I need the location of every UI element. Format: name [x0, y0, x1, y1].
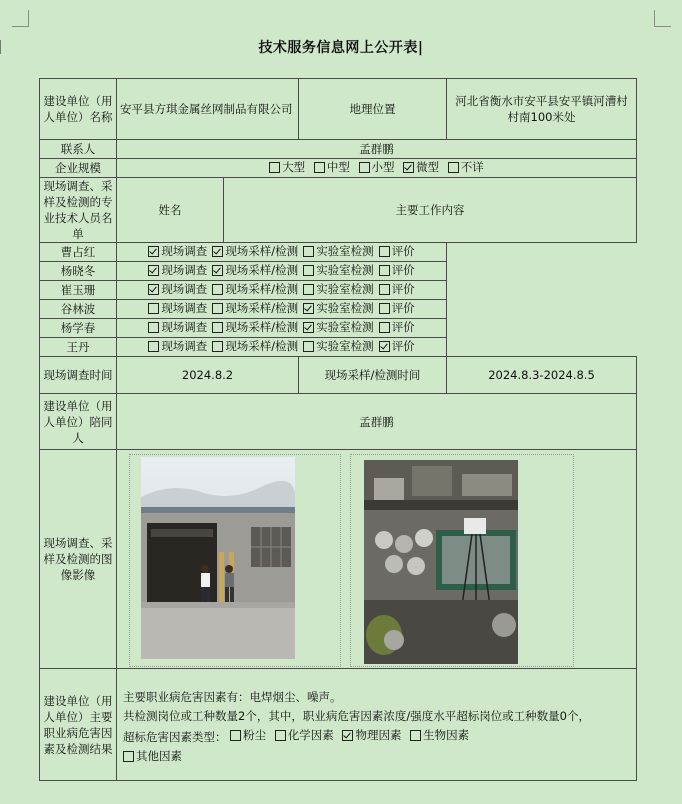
construction-unit-value[interactable]: 安平县方琪金属丝网制品有限公司 [117, 79, 299, 140]
checkbox-icon[interactable] [403, 162, 414, 173]
checkbox-icon[interactable] [269, 162, 280, 173]
scale-option[interactable]: 小型 [359, 159, 395, 175]
checkbox-icon[interactable] [303, 322, 314, 333]
checkbox-icon[interactable] [379, 322, 390, 333]
staff-work-options [117, 243, 447, 262]
work-option[interactable]: 评价 [379, 300, 415, 316]
sampling-time-value[interactable]: 2024.8.3-2024.8.5 [447, 357, 637, 394]
checkbox-icon[interactable] [212, 265, 223, 276]
staff-row [40, 281, 637, 300]
staff-work-options [117, 300, 447, 319]
checkbox-icon[interactable] [275, 730, 286, 741]
checkbox-icon[interactable] [212, 322, 223, 333]
staff-section-label: 现场调查、采样及检测的专业技术人员名单 [40, 178, 117, 243]
checkbox-icon[interactable] [148, 265, 159, 276]
site-photo-building [141, 457, 295, 659]
scale-option[interactable]: 中型 [314, 159, 350, 175]
companion-label: 建设单位（用人单位）陪同人 [40, 394, 117, 450]
staff-row [40, 262, 637, 281]
checkbox-icon[interactable] [448, 162, 459, 173]
hazard-type-option[interactable]: 生物因素 [410, 726, 469, 745]
work-option[interactable]: 评价 [379, 262, 415, 278]
work-option[interactable]: 现场调查 [148, 300, 207, 316]
name-header: 姓名 [117, 178, 224, 243]
checkbox-icon[interactable] [212, 341, 223, 352]
work-option[interactable]: 评价 [379, 281, 415, 297]
page-corner-mark-right [654, 10, 671, 27]
checkbox-icon[interactable] [379, 341, 390, 352]
contact-label: 联系人 [40, 140, 117, 159]
hazard-type-row [123, 726, 630, 747]
scale-option[interactable]: 微型 [403, 159, 439, 175]
staff-work-options [117, 281, 447, 300]
images-label: 现场调查、采样及检测的图像影像 [40, 450, 117, 669]
info-table [39, 78, 637, 781]
checkbox-icon[interactable] [379, 303, 390, 314]
work-option[interactable]: 现场采样/检测 [212, 281, 298, 297]
staff-name: 曹占红 [40, 243, 117, 262]
page-corner-mark-left [12, 10, 29, 27]
checkbox-icon[interactable] [212, 246, 223, 257]
survey-time-label: 现场调查时间 [40, 357, 117, 394]
work-option[interactable]: 现场调查 [148, 243, 207, 259]
checkbox-icon[interactable] [148, 246, 159, 257]
checkbox-icon[interactable] [123, 751, 134, 762]
staff-work-options [117, 319, 447, 338]
checkbox-icon[interactable] [303, 265, 314, 276]
contact-value[interactable]: 孟群鹏 [117, 140, 637, 159]
checkbox-icon[interactable] [148, 303, 159, 314]
staff-work-options [117, 262, 447, 281]
staff-row [40, 338, 637, 357]
staff-row [40, 300, 637, 319]
checkbox-icon[interactable] [148, 284, 159, 295]
staff-work-options [117, 338, 447, 357]
hazard-type-option[interactable]: 其他因素 [123, 747, 182, 766]
work-option[interactable]: 实验室检测 [303, 319, 374, 335]
workshop-photo-image [364, 460, 518, 664]
scale-option[interactable]: 大型 [269, 159, 305, 175]
staff-name: 杨学春 [40, 319, 117, 338]
work-option[interactable]: 评价 [379, 338, 415, 354]
work-option[interactable]: 现场调查 [148, 319, 207, 335]
checkbox-icon[interactable] [303, 303, 314, 314]
location-value[interactable]: 河北省衡水市安平县安平镇河漕村村南100米处 [447, 79, 637, 140]
staff-row [40, 243, 637, 262]
checkbox-icon[interactable] [303, 341, 314, 352]
work-option[interactable]: 现场调查 [148, 338, 207, 354]
hazard-label: 建设单位（用人单位）主要职业病危害因素及检测结果 [40, 669, 117, 781]
scale-label: 企业规模 [40, 159, 117, 178]
companion-value[interactable]: 孟群鹏 [117, 394, 637, 450]
checkbox-icon[interactable] [410, 730, 421, 741]
checkbox-icon[interactable] [379, 284, 390, 295]
survey-time-value[interactable]: 2024.8.2 [117, 357, 299, 394]
checkbox-icon[interactable] [148, 322, 159, 333]
checkbox-icon[interactable] [212, 303, 223, 314]
hazard-type-row-2 [123, 747, 630, 768]
staff-name: 崔玉珊 [40, 281, 117, 300]
work-option[interactable]: 实验室检测 [303, 300, 374, 316]
hazard-findings [117, 669, 637, 781]
checkbox-icon[interactable] [314, 162, 325, 173]
work-option[interactable]: 评价 [379, 319, 415, 335]
scale-options [117, 159, 637, 178]
images-cell [117, 450, 637, 669]
checkbox-icon[interactable] [303, 284, 314, 295]
work-option[interactable]: 实验室检测 [303, 262, 374, 278]
construction-unit-label: 建设单位（用人单位）名称 [40, 79, 117, 140]
building-photo-image [141, 457, 295, 659]
checkbox-icon[interactable] [303, 246, 314, 257]
scale-option[interactable]: 不详 [448, 159, 484, 175]
hazard-type-prefix: 超标危害因素类型： [123, 729, 227, 744]
work-option[interactable]: 现场采样/检测 [212, 338, 298, 354]
hazard-station-count: 共检测岗位或工种数量2个，其中，职业病危害因素浓度/强度水平超标岗位或工种数量0个， [123, 708, 591, 723]
hazard-type-option[interactable]: 化学因素 [275, 726, 334, 745]
work-option[interactable]: 现场调查 [148, 262, 207, 278]
work-option[interactable]: 实验室检测 [303, 243, 374, 259]
hazard-type-option[interactable]: 物理因素 [342, 726, 401, 745]
work-option[interactable]: 现场采样/检测 [212, 319, 298, 335]
location-label: 地理位置 [299, 79, 447, 140]
work-option[interactable]: 评价 [379, 243, 415, 259]
work-option[interactable]: 实验室检测 [303, 281, 374, 297]
checkbox-icon[interactable] [230, 730, 241, 741]
hazard-main-factors: 主要职业病危害因素有：电焊烟尘、噪声。 [123, 689, 342, 704]
work-option[interactable]: 现场调查 [148, 281, 207, 297]
checkbox-icon[interactable] [148, 341, 159, 352]
checkbox-icon[interactable] [212, 284, 223, 295]
work-option[interactable]: 现场采样/检测 [212, 243, 298, 259]
work-header: 主要工作内容 [224, 178, 637, 243]
work-option[interactable]: 实验室检测 [303, 338, 374, 354]
staff-row [40, 319, 637, 338]
staff-name: 杨晓冬 [40, 262, 117, 281]
work-option[interactable]: 现场采样/检测 [212, 300, 298, 316]
staff-name: 王丹 [40, 338, 117, 357]
checkbox-icon[interactable] [379, 246, 390, 257]
staff-name: 谷林波 [40, 300, 117, 319]
sampling-time-label: 现场采样/检测时间 [299, 357, 447, 394]
hazard-type-option[interactable]: 粉尘 [230, 726, 266, 745]
document-title: 技术服务信息网上公开表| [258, 40, 424, 56]
site-photo-workshop [364, 460, 518, 664]
work-option[interactable]: 现场采样/检测 [212, 262, 298, 278]
checkbox-icon[interactable] [359, 162, 370, 173]
checkbox-icon[interactable] [342, 730, 353, 741]
checkbox-icon[interactable] [379, 265, 390, 276]
